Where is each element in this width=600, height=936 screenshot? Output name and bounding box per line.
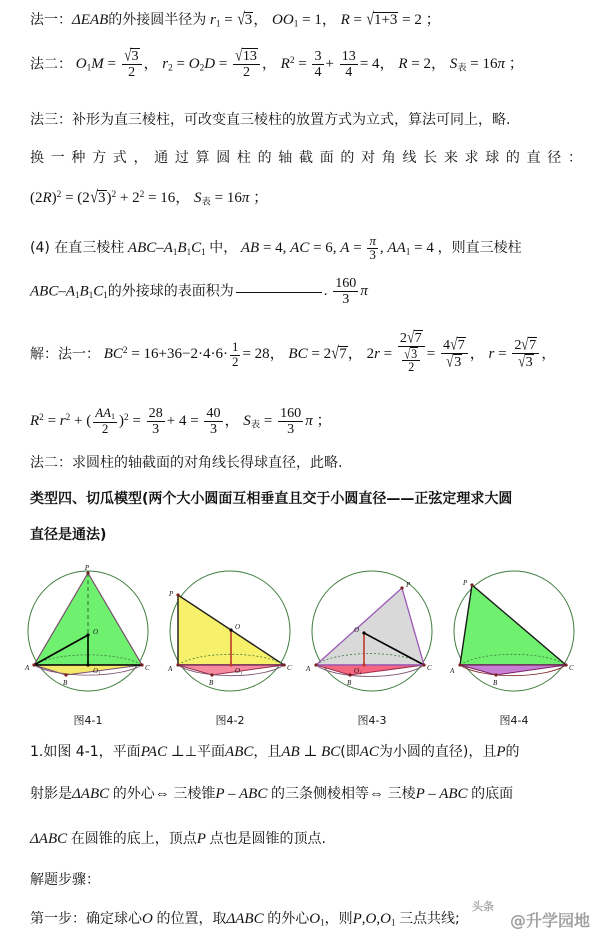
q4-mid: 中， xyxy=(209,240,238,257)
cyl-sq: 2 xyxy=(132,190,140,206)
p1-a: 1.如图 4-1，平面 xyxy=(30,744,141,760)
bc2-result: 28 xyxy=(254,346,270,363)
line-para-1c: ΔABC 在圆锥的底上，顶点P 点也是圆锥的顶点. xyxy=(30,831,327,847)
figure-4-3-caption: 图4-3 xyxy=(357,714,387,727)
svg-text:A: A xyxy=(25,664,30,672)
r2-f2-den: 4 xyxy=(340,64,358,80)
r-value: 2 xyxy=(414,12,422,28)
svg-text:A: A xyxy=(306,665,311,673)
svg-text:A: A xyxy=(450,667,455,675)
figure-4-4 xyxy=(444,563,584,728)
step1-c: 的外心 xyxy=(267,911,310,927)
bc2-c: 2 xyxy=(190,346,198,363)
line-question-4a: (4) 在直三棱柱 ABC–$A_1B_1C_1$ 中， AB = 4, AC = 6, A = $\frac{\pi}{3}$ , $AA_1 = 4$ ，则直三棱柱 xyxy=(30,234,522,263)
p2-e: 三棱 xyxy=(387,786,416,802)
r2-result: 4 xyxy=(372,56,380,73)
svg-text:O₁: O₁ xyxy=(235,667,243,675)
svg-text:C: C xyxy=(569,664,574,672)
r2-f2-num: 13 xyxy=(341,48,356,64)
r-final-coef: 2 xyxy=(514,336,522,353)
figure-4-1 xyxy=(18,563,158,728)
figure-4-2 xyxy=(160,563,300,728)
method-1-text: 的外接圆半径为 xyxy=(108,12,207,28)
angle-a-den: 3 xyxy=(367,248,377,262)
o1m-den: 2 xyxy=(122,64,142,80)
line-step-1: 第一步：确定球心O 的位置，取ΔABC 的外心$O_1$，则$P,O,O_1$ 三点共线; xyxy=(30,911,460,928)
bc2-b: 36 xyxy=(167,346,183,363)
figure-4-4-svg xyxy=(444,563,584,713)
p1-f: 为小圆的直径)，且 xyxy=(378,744,497,760)
p3-a: 在圆锥的底上，顶点 xyxy=(70,831,197,847)
line-solution-1: 解：法一： $BC^2 = 16+36-2\cdot 4\cdot 6\cdot$ $\frac{1}{2}$ = 28， BC = 2√7， 2r = $\frac{2√7}{\frac{√3}{2}}$ = $\frac{4√7}{√3}$ ， r = $\frac{2√7}{√3}$ ， xyxy=(30,328,557,375)
figure-4-2-svg xyxy=(160,563,300,713)
r2-f1-den: 4 xyxy=(314,63,322,80)
ab-value: 4 xyxy=(275,240,283,257)
svg-text:O: O xyxy=(354,626,360,634)
r2-f4-den: 3 xyxy=(204,421,222,437)
bc2-e: 6 xyxy=(215,346,223,363)
s-f-den: 3 xyxy=(278,421,303,437)
figure-4-1-svg xyxy=(18,563,158,713)
method-2-label: 法二： xyxy=(30,56,72,73)
svg-text:P: P xyxy=(406,581,411,589)
s-subscript-2: 表 xyxy=(201,196,211,208)
line-steps-label xyxy=(30,873,582,888)
r-result-2: 2 xyxy=(423,56,431,73)
svg-text:O₁: O₁ xyxy=(93,667,101,675)
section-heading-line-1: 类型四、切瓜模型(两个大小圆面互相垂直且交于小圆直径——正弦定理求大圆 xyxy=(30,491,513,507)
q4-line2-text: 的外接球的表面积为 xyxy=(107,283,234,300)
bc2-fden: 2 xyxy=(231,354,239,369)
method-3-text: 补形为直三棱柱，可改变直三棱柱的放置方式为立式，算法可同上，略. xyxy=(72,112,511,128)
figure-4-1-caption: 图4-1 xyxy=(73,714,103,727)
r-eq-num-coef: 4 xyxy=(442,336,450,353)
cyl-coef: 2 xyxy=(35,190,43,206)
s-subscript: 表 xyxy=(457,63,467,75)
answer-num: 160 xyxy=(335,275,357,291)
r-eq-den-rad: 3 xyxy=(454,353,462,370)
method-1-label: 法一： xyxy=(30,12,72,28)
line-cylinder-eq: $(2R)^2 = (2√3)^2 + 2^2 = 16$， $S_表 = 16\pi$ ； xyxy=(30,188,269,208)
angle-a-num: π xyxy=(369,234,376,248)
s-value: 16 xyxy=(482,56,498,73)
svg-text:A: A xyxy=(168,665,173,673)
p3-b: 点也是圆锥的顶点. xyxy=(209,831,327,847)
svg-text:O: O xyxy=(235,623,241,631)
svg-text:B: B xyxy=(493,679,498,687)
aa-den: 2 xyxy=(93,422,117,436)
p2-b: 的外心 xyxy=(112,786,155,802)
oo1-value: 1 xyxy=(314,12,322,28)
ac-value: 6 xyxy=(325,240,333,257)
r1-value: 3 xyxy=(244,12,253,28)
svg-text:C: C xyxy=(145,664,150,672)
svg-text:P: P xyxy=(169,590,174,598)
cyl-coef-2: 2 xyxy=(82,190,90,206)
svg-text:P: P xyxy=(84,564,90,572)
bc-coef: 2 xyxy=(323,346,332,363)
method-2b-text: 求圆柱的轴截面的对角线长得球直径，此略. xyxy=(72,455,343,471)
solution-label: 解：法一： xyxy=(30,346,100,363)
step1-e: 三点共线; xyxy=(399,911,460,927)
p1-b: ⊥平面 xyxy=(184,744,226,760)
method-3-label: 法三： xyxy=(30,112,72,128)
r-expr: 1+3 xyxy=(373,12,398,28)
line-method-2: 法二： $O_1M$ = $\frac{√3}{2}$ ， $r_2 = O_2D$ = $\frac{√13}{2}$ ， $R^2$ = $\frac{3}{4}$ + $\frac{13}{4}$ = 4， R = 2， $S_表 = 16\pi$ ； xyxy=(30,46,524,80)
svg-text:O₁: O₁ xyxy=(354,667,362,675)
svg-text:P: P xyxy=(463,579,468,587)
line-para-1a: 1.如图 4-1，平面PAC ⊥⊥平面ABC，且AB ⊥ BC(即AC为小圆的直径)，且P的 xyxy=(30,744,520,760)
method-2b-label: 法二： xyxy=(30,455,72,471)
r-eq-num-rad: 7 xyxy=(457,336,465,353)
line-para-1b: 射影是ΔABC 的外心⇔ 三棱锥P – ABC 的三条侧棱相等⇔ 三棱P – ABC 的底面 xyxy=(30,786,514,802)
svg-text:B: B xyxy=(63,679,68,687)
bc-rad: 7 xyxy=(339,346,347,363)
r2-f3-num: 28 xyxy=(148,405,163,421)
svg-text:O: O xyxy=(93,628,99,636)
section-heading-line-2: 直径是通法) xyxy=(30,527,107,543)
figures-row xyxy=(18,563,584,728)
svg-text:B: B xyxy=(209,679,214,687)
p1-e: (即 xyxy=(340,744,360,760)
bc2-a: 16 xyxy=(143,346,159,363)
line-question-4b: ABC–$A_1B_1C_1$的外接球的表面积为 . $\frac{160}{3}$ π xyxy=(30,275,368,307)
figure-4-4-caption: 图4-4 xyxy=(499,714,529,727)
cyl-rad: 3 xyxy=(98,190,106,206)
figure-4-2-caption: 图4-2 xyxy=(215,714,245,727)
r-num-rad: 7 xyxy=(414,330,422,346)
cyl-result: 16 xyxy=(160,190,176,206)
figure-4-3-svg xyxy=(302,563,442,713)
p1-g: 的 xyxy=(505,744,520,760)
s-f-num: 160 xyxy=(280,405,302,421)
r2-f1-num: 3 xyxy=(314,48,322,64)
cyl-s-value: 16 xyxy=(226,190,242,206)
r2-den: 2 xyxy=(233,64,260,80)
answer-blank[interactable] xyxy=(236,292,322,293)
watermark-handle: @升学园地 xyxy=(509,911,590,930)
p1-c: ，且 xyxy=(253,744,282,760)
r-den-rad: 3 xyxy=(411,346,418,361)
watermark-brand: 头条 xyxy=(472,900,494,913)
r-final-den: 3 xyxy=(525,353,533,370)
p2-f: 的底面 xyxy=(471,786,514,802)
svg-text:C: C xyxy=(427,664,432,672)
svg-text:B: B xyxy=(347,679,352,687)
line-solution-2: $R^2 = r^2$ + ( $\frac{AA_1}{2}$ )$^2$ = $\frac{28}{3}$ + 4 = $\frac{40}{3}$ ， $S_表$ = $\frac{160}{3}$ π ； xyxy=(30,405,332,437)
r2-f3-den: 3 xyxy=(147,421,165,437)
step1-d: ，则 xyxy=(324,911,353,927)
o1m-num: 3 xyxy=(131,48,139,64)
r-final-rad: 7 xyxy=(529,336,537,353)
line-method-1: 法一：ΔEAB的外接圆半径为 $r_1 = √3$， $OO_1 = 1$， R = √1+3 = 2 ； xyxy=(30,10,441,30)
answer-den: 3 xyxy=(333,291,358,307)
q4-tail: ，则直三棱柱 xyxy=(437,240,522,257)
line-alt-approach xyxy=(30,151,582,166)
r2-f4-num: 40 xyxy=(206,405,221,421)
alt-approach-text: 换一种方式，通过算圆柱的轴截面的对角线长来求球的直径： xyxy=(30,150,582,166)
step1-a: 第一步：确定球心 xyxy=(30,911,142,927)
aa1-value: 4 xyxy=(426,240,434,257)
q4-prefix: (4) 在直三棱柱 xyxy=(30,240,125,257)
r-num-coef: 2 xyxy=(399,330,407,346)
line-method-3 xyxy=(30,113,582,128)
p2-a: 射影是 xyxy=(30,786,72,802)
p2-d: 的三条侧棱相等 xyxy=(270,786,369,802)
p2-c: 三棱锥 xyxy=(173,786,216,802)
svg-text:C: C xyxy=(287,664,292,672)
figure-4-3 xyxy=(302,563,442,728)
s-subscript-3: 表 xyxy=(250,420,261,432)
r2-plus: 4 xyxy=(178,413,187,430)
bc2-fnum: 1 xyxy=(231,340,239,355)
triangle-eab: ΔEAB xyxy=(72,12,109,28)
r-den-den: 2 xyxy=(402,360,420,374)
step1-b: 的位置，取 xyxy=(156,911,227,927)
steps-label: 解题步骤： xyxy=(30,872,100,888)
bc2-d: 4 xyxy=(202,346,211,363)
r2-num: 13 xyxy=(242,48,257,64)
line-method-2b xyxy=(30,456,582,471)
